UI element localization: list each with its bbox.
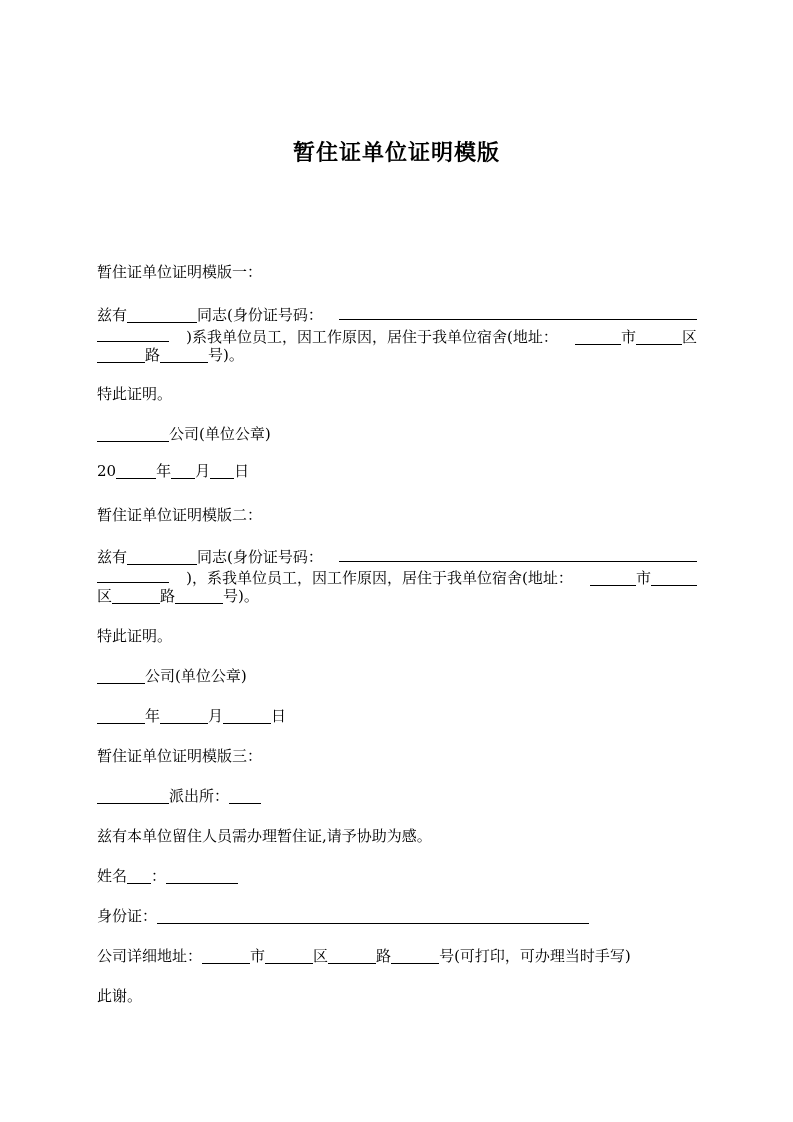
- template2-addr: 市: [590, 569, 697, 587]
- template2-line1: [97, 545, 697, 566]
- blank-police-suffix: [229, 787, 261, 804]
- blank-city: [202, 947, 250, 964]
- blank-number: [391, 947, 439, 964]
- blank-id-number: [339, 303, 697, 320]
- template2-certify: 特此证明。: [97, 627, 173, 645]
- blank-id-number: [157, 907, 589, 924]
- blank-district: [265, 947, 313, 964]
- template1-line3: 路 号)。: [97, 346, 244, 364]
- template1-date: 20 年 月 日: [97, 462, 250, 480]
- blank-id-number-cont: [97, 325, 169, 342]
- blank-road: [112, 587, 160, 604]
- blank-name: [166, 867, 238, 884]
- document-title: 暂住证单位证明模版: [292, 141, 500, 166]
- template3-body: 兹有本单位留住人员需办理暂住证,请予协助为感。: [97, 827, 432, 845]
- blank-company: [97, 425, 169, 442]
- template3-heading: 暂住证单位证明模版三：: [97, 747, 263, 765]
- template2-line2: [97, 566, 697, 587]
- blank-road: [97, 346, 145, 363]
- template1-line2-text: )系我单位员工，因工作原因，居住于我单位宿舍(地址：: [186, 328, 558, 346]
- blank-month: [160, 707, 208, 724]
- blank-road: [328, 947, 376, 964]
- template1-line1-text: 兹有 同志(身份证号码：: [97, 306, 323, 324]
- template2-line3: 区 路 号)。: [97, 587, 259, 605]
- template1-certify: 特此证明。: [97, 385, 173, 403]
- blank-name-short: [127, 867, 151, 884]
- template1-company: 公司(单位公章): [97, 425, 271, 443]
- template1-heading: 暂住证单位证明模版一：: [97, 263, 263, 281]
- blank-police-station: [97, 787, 169, 804]
- blank-company: [97, 667, 145, 684]
- template2-company: 公司(单位公章): [97, 667, 247, 685]
- blank-month: [171, 462, 195, 479]
- blank-day: [223, 707, 271, 724]
- template3-address: 公司详细地址： 市 区 路 号(可打印，可办理当时手写): [97, 947, 631, 965]
- blank-day: [210, 462, 234, 479]
- blank-id-number-cont: [97, 566, 169, 583]
- blank-id-number: [339, 545, 697, 562]
- template3-id: 身份证：: [97, 907, 589, 925]
- blank-number: [175, 587, 223, 604]
- template3-police: 派出所：: [97, 787, 261, 805]
- template3-name: 姓名 ：: [97, 867, 238, 885]
- blank-year: [116, 462, 156, 479]
- blank-city: [590, 569, 636, 586]
- template3-thanks: 此谢。: [97, 987, 143, 1005]
- blank-year: [97, 707, 145, 724]
- blank-number: [160, 346, 208, 363]
- template1-line1: [97, 303, 697, 324]
- blank-city: [575, 328, 621, 345]
- template2-date: 年 月 日: [97, 707, 286, 725]
- template1-line2: [97, 325, 697, 346]
- blank-name: [127, 306, 197, 323]
- blank-name: [127, 548, 197, 565]
- template2-line2-text: )，系我单位员工，因工作原因，居住于我单位宿舍(地址：: [186, 569, 573, 587]
- template2-line1-text: 兹有 同志(身份证号码：: [97, 548, 323, 566]
- blank-district: [636, 328, 682, 345]
- template2-heading: 暂住证单位证明模版二：: [97, 506, 263, 524]
- template1-addr: 市 区: [575, 328, 697, 346]
- blank-district: [651, 569, 697, 586]
